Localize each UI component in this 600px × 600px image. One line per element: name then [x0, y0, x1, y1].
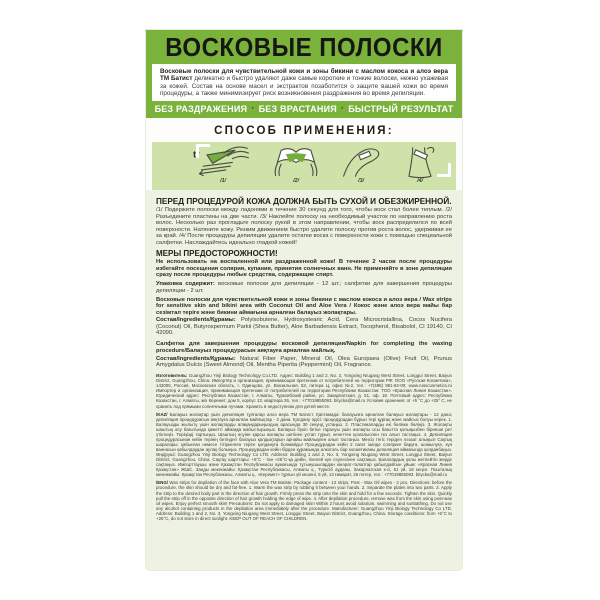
fine-print-eng-lead: /ENG/	[156, 480, 168, 486]
badge-separator-icon: ·	[251, 103, 255, 115]
product-title: ВОСКОВЫЕ ПОЛОСКИ	[165, 33, 443, 63]
product-label	[146, 30, 462, 570]
fine-print-eng	[156, 480, 452, 521]
badge-no-ingrown: БЕЗ ВРАСТАНИЯ	[258, 104, 337, 115]
step-label-2: /2/	[292, 178, 300, 185]
intro-box	[152, 64, 456, 101]
step-2-figure	[270, 145, 322, 184]
badge-separator-icon: ·	[340, 103, 345, 115]
napkin-ingredients-lead: Состав/Ingredients/Құрамы:	[156, 355, 236, 362]
wax-ingredients	[156, 317, 452, 337]
product-name-trilingual: Восковые полоски для чувствительной кожи и зоны бикини с маслом кокоса и алоэ вера / Wax strips for sensitive skin and bikini area with Coconut Oil and Aloe Vera / Кокос және алоэ вера майы бар сезімтал теріге және бикини аймағына арналған балауыз жолақтары.	[156, 296, 452, 316]
precautions-text: Не использовать на воспаленной или раздраженной коже! В течение 2 часов после процедуры избегайте посещения солярия, купания, принятия солнечных ванн. Не применяйте в зоне депиляции сразу после процедуры любые средства, содержащие спирт.	[156, 258, 452, 279]
fine-print-eng-text: Wax strips for depilation of the face with Aloe Vera TM Batiste. Package content - 12 strips; Post - Wax Oil wipes - 2 pcs. Directions: before the procedure, the skin should be dry and fat-free. 1. Warm the wax strip by rubbing it between your hands. 2. Separate the plates into two parts. 3. Apply the strip to the desired body part in the direction of hair growth. Firmly press the strip onto the skin and hold for a few seconds. Tighten the skin. Quickly pull the strip off in the opposite direction of hair growth holding the edge of wipe. 4. After depilation procedure, remove wax from the skin using post-wax oil wipes. Enjoy perfect smooth skin! Precautions: Do not apply to damaged skin! Within 2 hours avoid solarium, swimming and sunbathing. Do not use any alcohol containing products in the depilation area immediately after the procedure. Manufacturer: Guangzhou Yinji Biology Technology Co LTD. Address: Building 1 and 2, No. 3, Yongxing Niugang West Street, Longgui Street, Baiyun District, Guangzhou, China. Storage conditions: from +5°C to +25°C, do not store in direct sunlight. KEEP OUT OF REACH OF CHILDREN.	[156, 480, 452, 521]
fine-print-kaz-text: Балауыз жолақтар үшін депиляция тұлғалар алоэ вера ТМ Батист. Қаптамада: балауызға арналған балауыз жолақтары - 12 дана; депиляция процедурасын аяқтауға арналған майлықтар - 2 дана. Қолдану әдісі: процедурадан бұрын тері құрғақ және майсыз болуы керек. 1. Балауызды жылыту үшін жолақтарды алақандарыңыздың арасында 30 секунд ұстаңыз. 2. Пластиналарды екі бөлікке бөліңіз. 3. Жолақты шаштың өсу бағытында қажетті аймаққа жабыстырыңыз. Балауыз бүкіл бетке таралуы үшін жолақты осы бағытта қолыңызбен бірнеше рет үтіктеңіз. Теріңізді тартыңыз. Шаштың өсуіне қарсы жолақты шетінен ұстап тұрып, кенеттен қозғалыспен тез алып тастаңыз. 4. Депиляция процедурасынан кейін терінің бетіндегі балауыз қалдықтарын арнайы майлықпен алып тастаңыз. Мінсіз тегіс теріден ләззат алыңыз! Сақтық шаралары: қабынған немесе тітіркенген теріге қолдануға болмайды! Процедурадан кейін 2 сағат ішінде соляриге баруға, шомылуға, күн ваннасын қабылдаудан аулақ болыңыз. Процедурадан кейін бірден құрамында алкоголь бар косметиканы депиляция аймағында қолданбаңыз. Өндіруші: Guangzhou Yinji Biology Technology Co LTD. Address: Building 1 and 2, No. 3, Yongxing Niugang West Street, Longgui Street, Baiyun District, Guangzhou, China. Сақтау шарттары: +5°C - тан +25°C-қа дейін, тікелей күн сәулесінен сақтаңыз. Балалардың қолы жетпейтін жерде сақтаңыз. Импорттаушы және Қазақстан Республикасы аумағында тұтынушылардан кінәрат-талаптар қабылдайтын ұйым: «Красная Линия Қазақстан» ЖШС. Заңды мекенжайы: Қазақстан Республикасы, Алматы қ., Түрксіб ауданы, Закарпатская к-сі, 51 үй, 18 кеңсе. Пошталық мекенжайы: Қазақстан Республикасы, Алматы қ., «Керемет» тұрғын үй кешені, 5 үй, 13 ғимарат, 26 пәтер, тел.: +77019855093. bitycka@mail.ru	[156, 411, 452, 478]
intro-text-rest: деликатно и быстро удаляют даже самые короткие и тонкие волоски, нежно ухаживая за кожей. Состав на основе масел и экстрактов позаботится о защите вашей кожи во время процедуры, а также минимизирует риск возникновения раздражения во время депиляции.	[160, 75, 448, 97]
precautions-heading: МЕРЫ ПРЕДОСТОРОЖНОСТИ!	[156, 248, 278, 258]
usage-section	[146, 118, 462, 190]
package-contents-text: восковые полоски для депиляции - 12 шт.; салфетки для завершения процедуры депиляции - 2 шт.	[156, 281, 452, 294]
usage-illustrations	[152, 142, 456, 190]
prep-heading: ПЕРЕД ПРОЦЕДУРОЙ КОЖА ДОЛЖНА БЫТЬ СУХОЙ И ОБЕЗЖИРЕННОЙ.	[156, 197, 452, 207]
fine-print-ru-lead: Изготовитель:	[156, 373, 188, 379]
temperature-label: t°	[192, 148, 200, 160]
package-contents	[156, 281, 452, 294]
step-label-4: /4/	[416, 178, 424, 185]
package-contents-lead: Упаковка содержит:	[156, 281, 215, 288]
corner-bracket-bottom-right	[437, 163, 451, 177]
fine-print-ru-text: Guangzhou Yinji Biology Technology Co.LTD. Адрес: Building 1 and 2, No. 3, Yongxing Niugang West Street, Longgui Street, Baiyun District, Guangzhou, China. Импортёр и организация, принимающая претензии от потребителей на территории РФ: ООО «Русская Косметика», 143005, Россия, Московская область, г. Одинцово, ул. Вокзальная, 53, литера Ц, офис №2, тел.: +7(495) 981-82-00; www.russcosmetics.ru Импортер и организация, принимающая претензии от потребителей на территории Республики Казахстан: ТОО «Красная Линия Казахстан». Юридический адрес: Республика Казахстан, г. Алматы, Турксибский район, ул. Закарпатская, д. 51, оф. 18. Почтовый адрес: Республика Казахстан, г. Алматы, ж/к Керемет, дом 5, корпус 13, квартира 26, тел.: +77019855093. bitycka@mail.ru Условия хранения: от +5 °C до +25° C, не хранить под прямыми солнечными лучами. Хранить в недоступном для детей месте.	[156, 373, 452, 409]
wax-ingredients-text: Polyisobutene, Hydroxystearic Acid, Cera Microcristallina, Cocos Nucifera (Coconut) Oil, Butyrospermum Parkii (Shea Butter), Aloe Barbadensis Extract, Tocopherol, Bisabolol, CI 19140, CI 42090.	[156, 317, 452, 337]
badge-bar	[150, 101, 458, 118]
remove-strip-leg-icon	[400, 145, 440, 178]
step-label-1: /1/	[219, 178, 227, 185]
prep-instructions: /1/ Подержите полоски между ладонями в течение 30 секунд для того, чтобы воск стал более теплым. /2/ Разъедините пластины на две части. /3/ Наклейте полоску на необходимый участок по направлению роста волос. Несколько раз прогладьте полоску рукой в этом направлении, чтобы воск распределился по всей поверхности. Натяните кожу. Резким движением быстро удалите полоску против роста волос, удерживая ее за край. /4/ После процедуры депиляции удалите остатки воска с поверхности кожи с помощью специальной салфетки. Наслаждайтесь идеально гладкой кожей!	[156, 207, 452, 246]
napkin-ingredients	[156, 356, 452, 369]
badge-no-irritation: БЕЗ РАЗДРАЖЕНИЯ	[154, 104, 248, 115]
fine-print-ru	[156, 373, 452, 408]
usage-heading: СПОСОБ ПРИМЕНЕНИЯ:	[214, 125, 394, 138]
step-label-3: /3/	[357, 178, 365, 185]
apply-strip-leg-icon	[338, 145, 384, 178]
fine-print-kaz-lead: /KAZ/	[156, 411, 168, 417]
intro-text	[160, 68, 448, 97]
napkin-ingredients-text: Natural Fiber Paper, Mineral Oil, Olea Europaea (Olive) Fruit Oil, Prunus Amygdalus Dulcis (Sweet Almond) Oil, Mentha Piperita (Peppermint) Oil, Fragrance.	[156, 355, 452, 369]
step-4-figure	[400, 145, 440, 184]
separate-strip-icon	[270, 145, 322, 178]
fine-print-kaz	[156, 412, 452, 478]
badge-fast-result: БЫСТРЫЙ РЕЗУЛЬТАТ	[348, 104, 454, 115]
label-body	[146, 190, 462, 570]
step-3-figure	[338, 145, 384, 184]
wax-ingredients-lead: Состав/Ingredients/Құрамы:	[156, 317, 236, 324]
header-green-block	[146, 30, 462, 118]
napkin-name-trilingual: Салфетка для завершения процедуры восковой депиляции/Napkin for completing the waxing procedure/Балауыз процедурасын аяқтауға арналған майлық.	[156, 341, 452, 355]
corner-bracket-top-left	[196, 144, 210, 158]
intro-text-bold: Восковые полоски для чувствительной кожи и зоны бикини с маслом кокоса и алоэ вера ТМ Батист	[160, 68, 448, 83]
